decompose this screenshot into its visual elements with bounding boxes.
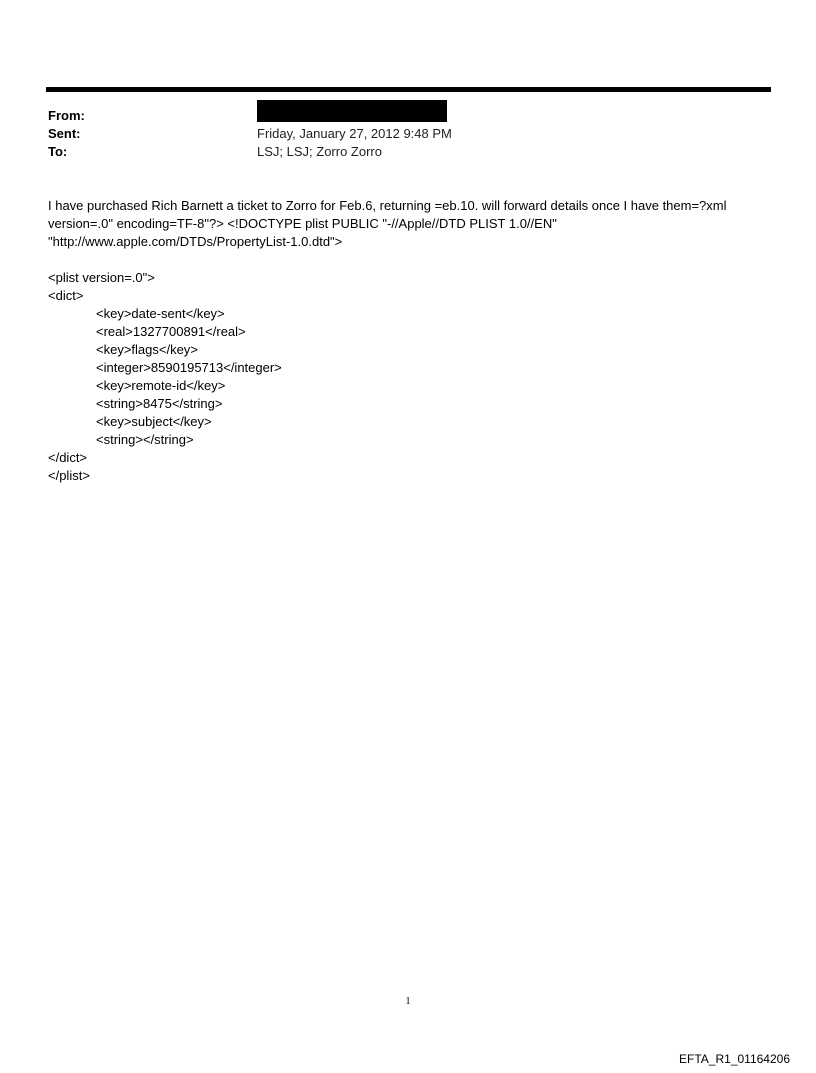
header-divider bbox=[46, 87, 771, 92]
plist-line: <key>date-sent</key> bbox=[96, 306, 225, 321]
plist-block bbox=[48, 269, 768, 485]
plist-line: <string>8475</string> bbox=[96, 396, 223, 411]
plist-line: <dict> bbox=[48, 288, 84, 303]
page-number: 1 bbox=[405, 996, 411, 1007]
sent-value: Friday, January 27, 2012 9:48 PM bbox=[257, 126, 452, 141]
plist-line: <string></string> bbox=[96, 432, 194, 447]
plist-line: <integer>8590195713</integer> bbox=[96, 360, 282, 375]
email-body-paragraph: I have purchased Rich Barnett a ticket to Zorro for Feb.6, returning =eb.10. will forward details once I have them=?xml version=.0" encoding=TF-8"?> <!DOCTYPE plist PUBLIC "-//Apple//DTD PLIST 1.0//EN" "http://www.apple.com/DTDs/PropertyList-1.0.dtd"> bbox=[48, 198, 731, 249]
plist-line: <key>remote-id</key> bbox=[96, 378, 226, 393]
email-header bbox=[48, 107, 768, 161]
sent-row bbox=[48, 125, 768, 143]
plist-line: <plist version=.0"> bbox=[48, 270, 155, 285]
document-id: EFTA_R1_01164206 bbox=[679, 1052, 790, 1066]
plist-line: </dict> bbox=[48, 450, 88, 465]
to-value: LSJ; LSJ; Zorro Zorro bbox=[257, 144, 382, 159]
plist-line: </plist> bbox=[48, 468, 90, 483]
to-row bbox=[48, 143, 768, 161]
to-label: To: bbox=[48, 144, 68, 159]
plist-line: <key>flags</key> bbox=[96, 342, 198, 357]
sent-label: Sent: bbox=[48, 126, 81, 141]
from-row bbox=[48, 107, 768, 125]
from-label: From: bbox=[48, 108, 85, 123]
plist-line: <key>subject</key> bbox=[96, 414, 212, 429]
redacted-sender bbox=[257, 100, 447, 122]
plist-line: <real>1327700891</real> bbox=[96, 324, 246, 339]
